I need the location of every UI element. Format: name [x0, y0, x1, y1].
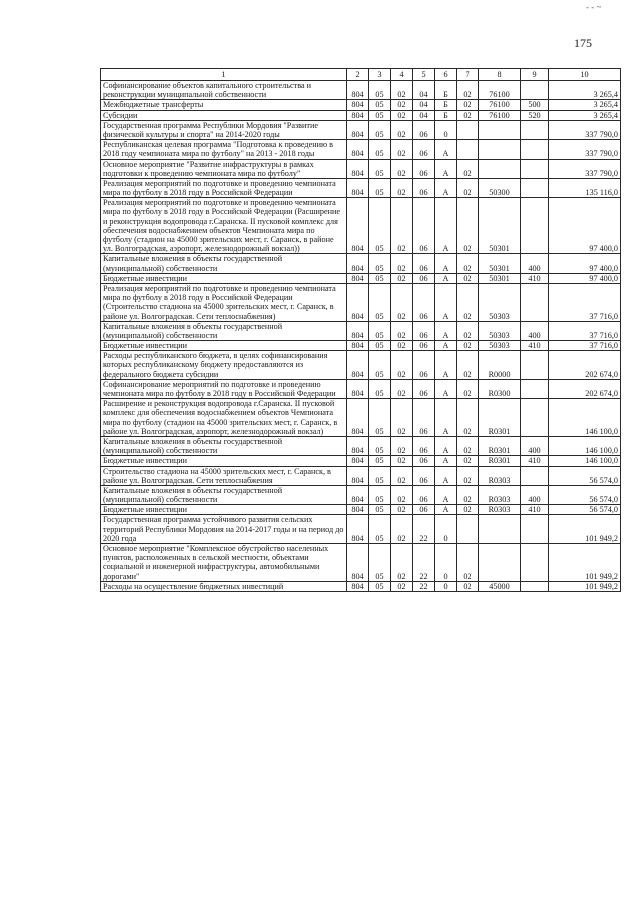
row-amount: 135 116,0 — [549, 178, 621, 197]
col-header: 3 — [369, 69, 391, 81]
row-code-c5: 22 — [413, 544, 435, 582]
table-row — [101, 456, 621, 466]
row-name: Расширение и реконструкция водопровода г.Саранска. II пусковой комплекс для обеспечения водоснабжением объектов Чемпионата мира по футболу (стадион на 45000 зрительских мест, г. Саранск, в районе ул. Волгоградская, аэропорт, железнодорожный вокзал) — [101, 399, 347, 437]
row-code-c3: 05 — [369, 321, 391, 340]
col-header: 8 — [479, 69, 521, 81]
row-code-c8: 50303 — [479, 321, 521, 340]
row-code-c3: 05 — [369, 100, 391, 110]
row-code-c4: 02 — [391, 140, 413, 159]
row-code-c5: 06 — [413, 436, 435, 455]
row-code-c3: 05 — [369, 120, 391, 139]
table-row — [101, 159, 621, 178]
row-code-c7: 02 — [457, 399, 479, 437]
row-code-c2: 804 — [347, 399, 369, 437]
row-code-c9 — [521, 399, 549, 437]
row-amount: 202 674,0 — [549, 351, 621, 380]
row-code-c3: 05 — [369, 544, 391, 582]
row-code-c9 — [521, 515, 549, 544]
row-code-c6: 0 — [435, 120, 457, 139]
row-code-c6: 0 — [435, 515, 457, 544]
row-code-c2: 804 — [347, 505, 369, 515]
row-code-c9 — [521, 379, 549, 398]
row-code-c5: 06 — [413, 399, 435, 437]
row-name: Строительство стадиона на 45000 зрительских мест, г. Саранск, в районе ул. Волгоградская. Сети теплоснабжения — [101, 466, 347, 485]
row-code-c9 — [521, 140, 549, 159]
row-code-c8: 50301 — [479, 254, 521, 273]
row-code-c3: 05 — [369, 341, 391, 351]
row-code-c9 — [521, 466, 549, 485]
row-code-c4: 02 — [391, 544, 413, 582]
row-code-c8: 50301 — [479, 273, 521, 283]
row-name: Бюджетные инвестиции — [101, 456, 347, 466]
row-code-c2: 804 — [347, 140, 369, 159]
row-code-c4: 02 — [391, 283, 413, 321]
row-code-c6: А — [435, 485, 457, 504]
row-code-c9: 410 — [521, 273, 549, 283]
row-code-c4: 02 — [391, 581, 413, 591]
table-row — [101, 140, 621, 159]
row-code-c8 — [479, 140, 521, 159]
row-code-c6: А — [435, 254, 457, 273]
row-amount: 101 949,2 — [549, 544, 621, 582]
row-code-c8: R0301 — [479, 399, 521, 437]
row-code-c3: 05 — [369, 399, 391, 437]
row-code-c6: А — [435, 505, 457, 515]
row-code-c4: 02 — [391, 341, 413, 351]
row-code-c6: А — [435, 399, 457, 437]
row-code-c3: 05 — [369, 178, 391, 197]
row-name: Капитальные вложения в объекты государственной (муниципальной) собственности — [101, 436, 347, 455]
row-code-c5: 06 — [413, 273, 435, 283]
col-header: 9 — [521, 69, 549, 81]
row-code-c2: 804 — [347, 544, 369, 582]
row-code-c5: 06 — [413, 120, 435, 139]
row-code-c6: А — [435, 273, 457, 283]
row-code-c3: 05 — [369, 379, 391, 398]
table-row — [101, 254, 621, 273]
row-code-c7: 02 — [457, 283, 479, 321]
row-code-c6: А — [435, 159, 457, 178]
col-header: 1 — [101, 69, 347, 81]
row-code-c6: Б — [435, 100, 457, 110]
row-code-c7: 02 — [457, 456, 479, 466]
row-code-c8 — [479, 515, 521, 544]
col-header: 5 — [413, 69, 435, 81]
row-code-c5: 06 — [413, 456, 435, 466]
row-code-c9 — [521, 178, 549, 197]
row-code-c6: 0 — [435, 581, 457, 591]
row-code-c4: 02 — [391, 321, 413, 340]
row-code-c7: 02 — [457, 198, 479, 254]
row-code-c3: 05 — [369, 198, 391, 254]
row-code-c5: 06 — [413, 505, 435, 515]
row-code-c8 — [479, 120, 521, 139]
row-code-c3: 05 — [369, 159, 391, 178]
budget-table — [100, 68, 621, 592]
col-header: 7 — [457, 69, 479, 81]
row-code-c6: А — [435, 379, 457, 398]
row-code-c6: А — [435, 341, 457, 351]
row-code-c9: 520 — [521, 110, 549, 120]
row-code-c3: 05 — [369, 466, 391, 485]
row-name: Бюджетные инвестиции — [101, 273, 347, 283]
row-amount: 146 100,0 — [549, 436, 621, 455]
row-code-c7: 02 — [457, 351, 479, 380]
row-code-c4: 02 — [391, 273, 413, 283]
row-code-c5: 06 — [413, 466, 435, 485]
scan-mark: - - ~ — [586, 2, 602, 12]
row-name: Основное мероприятие "Развитие инфраструктуры в рамках подготовки к проведению чемпионата мира по футболу" — [101, 159, 347, 178]
row-code-c9 — [521, 544, 549, 582]
row-name: Софинансирование мероприятий по подготовке и проведению чемпионата мира по футболу в 2018 году в Российской Федерации — [101, 379, 347, 398]
row-amount: 56 574,0 — [549, 505, 621, 515]
row-code-c2: 804 — [347, 254, 369, 273]
table-row — [101, 198, 621, 254]
row-code-c2: 804 — [347, 159, 369, 178]
table-row — [101, 120, 621, 139]
row-code-c8: 50301 — [479, 198, 521, 254]
row-code-c5: 04 — [413, 110, 435, 120]
table-row — [101, 283, 621, 321]
row-code-c2: 804 — [347, 485, 369, 504]
row-amount: 3 265,4 — [549, 110, 621, 120]
row-code-c8: R0303 — [479, 485, 521, 504]
row-code-c9: 400 — [521, 321, 549, 340]
row-amount: 56 574,0 — [549, 466, 621, 485]
row-code-c7: 02 — [457, 544, 479, 582]
row-code-c5: 04 — [413, 100, 435, 110]
row-name: Основное мероприятие "Комплексное обустройство населенных пунктов, расположенных в сельской местности, объектами социальной и инженерной инфраструктуры, автомобильными дорогами" — [101, 544, 347, 582]
row-code-c2: 804 — [347, 341, 369, 351]
row-code-c7 — [457, 120, 479, 139]
row-code-c8: 50303 — [479, 341, 521, 351]
row-code-c7 — [457, 140, 479, 159]
table-row — [101, 379, 621, 398]
row-code-c7: 02 — [457, 581, 479, 591]
row-code-c3: 05 — [369, 273, 391, 283]
row-code-c4: 02 — [391, 399, 413, 437]
row-code-c2: 804 — [347, 436, 369, 455]
row-code-c2: 804 — [347, 581, 369, 591]
row-amount: 3 265,4 — [549, 100, 621, 110]
row-code-c2: 804 — [347, 351, 369, 380]
row-code-c4: 02 — [391, 159, 413, 178]
header-row — [101, 69, 621, 81]
table-row — [101, 399, 621, 437]
row-code-c6: Б — [435, 81, 457, 100]
row-code-c2: 804 — [347, 321, 369, 340]
row-code-c3: 05 — [369, 81, 391, 100]
row-code-c3: 05 — [369, 110, 391, 120]
row-code-c3: 05 — [369, 485, 391, 504]
row-code-c9 — [521, 283, 549, 321]
row-amount: 337 790,0 — [549, 120, 621, 139]
row-name: Расходы республиканского бюджета, в целях софинансирования которых республиканскому бюджету предоставляются из федерального бюджета субсидии — [101, 351, 347, 380]
row-code-c3: 05 — [369, 254, 391, 273]
row-code-c6: А — [435, 321, 457, 340]
col-header: 4 — [391, 69, 413, 81]
row-code-c4: 02 — [391, 351, 413, 380]
row-code-c6: А — [435, 436, 457, 455]
row-amount: 37 716,0 — [549, 341, 621, 351]
row-code-c7: 02 — [457, 273, 479, 283]
row-code-c5: 06 — [413, 283, 435, 321]
col-header: 2 — [347, 69, 369, 81]
row-code-c7: 02 — [457, 321, 479, 340]
row-code-c4: 02 — [391, 100, 413, 110]
row-amount: 37 716,0 — [549, 283, 621, 321]
row-code-c9 — [521, 159, 549, 178]
row-code-c2: 804 — [347, 81, 369, 100]
row-code-c2: 804 — [347, 515, 369, 544]
row-name: Межбюджетные трансферты — [101, 100, 347, 110]
row-code-c3: 05 — [369, 505, 391, 515]
row-code-c5: 06 — [413, 198, 435, 254]
row-code-c6: 0 — [435, 544, 457, 582]
row-name: Государственная программа Республики Мордовия "Развитие физической культуры и спорта" на 2014-2020 годы — [101, 120, 347, 139]
col-header: 10 — [549, 69, 621, 81]
row-code-c4: 02 — [391, 81, 413, 100]
row-code-c2: 804 — [347, 110, 369, 120]
table-row — [101, 436, 621, 455]
row-name: Софинансирование объектов капитального строительства и реконструкции муниципальной собственности — [101, 81, 347, 100]
row-code-c7: 02 — [457, 436, 479, 455]
row-amount: 337 790,0 — [549, 140, 621, 159]
table-row — [101, 466, 621, 485]
table-row — [101, 110, 621, 120]
row-code-c7 — [457, 515, 479, 544]
row-name: Реализация мероприятий по подготовке и проведению чемпионата мира по футболу в 2018 году в Российской Федерации — [101, 178, 347, 197]
row-code-c5: 06 — [413, 379, 435, 398]
row-code-c9 — [521, 198, 549, 254]
row-name: Расходы на осуществление бюджетных инвестиций — [101, 581, 347, 591]
row-name: Субсидии — [101, 110, 347, 120]
table-row — [101, 351, 621, 380]
row-code-c3: 05 — [369, 581, 391, 591]
row-code-c7: 02 — [457, 505, 479, 515]
row-code-c9: 410 — [521, 456, 549, 466]
row-code-c9 — [521, 581, 549, 591]
row-code-c2: 804 — [347, 273, 369, 283]
row-code-c5: 06 — [413, 178, 435, 197]
row-code-c3: 05 — [369, 140, 391, 159]
row-amount: 97 400,0 — [549, 254, 621, 273]
row-code-c5: 06 — [413, 140, 435, 159]
row-name: Капитальные вложения в объекты государственной (муниципальной) собственности — [101, 485, 347, 504]
row-code-c5: 06 — [413, 159, 435, 178]
row-name: Реализация мероприятий по подготовке и проведению чемпионата мира по футболу в 2018 году в Российской Федерации (Строительство стадиона на 45000 зрительских мест, г. Саранск, в районе ул. Волгоградская. Сети теплоснабжения) — [101, 283, 347, 321]
row-code-c5: 06 — [413, 341, 435, 351]
row-code-c2: 804 — [347, 100, 369, 110]
row-code-c7: 02 — [457, 81, 479, 100]
row-code-c3: 05 — [369, 515, 391, 544]
row-code-c2: 804 — [347, 379, 369, 398]
row-code-c7: 02 — [457, 178, 479, 197]
row-name: Капитальные вложения в объекты государственной (муниципальной) собственности — [101, 254, 347, 273]
row-code-c5: 04 — [413, 81, 435, 100]
row-code-c2: 804 — [347, 120, 369, 139]
row-code-c7: 02 — [457, 254, 479, 273]
table-row — [101, 581, 621, 591]
row-code-c7: 02 — [457, 110, 479, 120]
row-name: Бюджетные инвестиции — [101, 341, 347, 351]
row-code-c6: А — [435, 140, 457, 159]
row-code-c9: 400 — [521, 254, 549, 273]
row-code-c9: 400 — [521, 436, 549, 455]
row-code-c7: 02 — [457, 379, 479, 398]
row-code-c9 — [521, 81, 549, 100]
row-code-c4: 02 — [391, 120, 413, 139]
row-code-c3: 05 — [369, 456, 391, 466]
row-amount: 3 265,4 — [549, 81, 621, 100]
row-code-c8: R0000 — [479, 351, 521, 380]
table-row — [101, 178, 621, 197]
row-code-c3: 05 — [369, 351, 391, 380]
row-code-c4: 02 — [391, 505, 413, 515]
row-code-c8: 76100 — [479, 110, 521, 120]
row-code-c4: 02 — [391, 456, 413, 466]
row-code-c6: Б — [435, 110, 457, 120]
row-code-c9 — [521, 120, 549, 139]
row-amount: 146 100,0 — [549, 399, 621, 437]
row-code-c5: 06 — [413, 321, 435, 340]
row-amount: 97 400,0 — [549, 273, 621, 283]
row-code-c8 — [479, 544, 521, 582]
row-amount: 101 949,2 — [549, 581, 621, 591]
row-amount: 37 716,0 — [549, 321, 621, 340]
row-code-c2: 804 — [347, 198, 369, 254]
row-code-c5: 22 — [413, 581, 435, 591]
row-code-c2: 804 — [347, 456, 369, 466]
row-code-c5: 06 — [413, 485, 435, 504]
row-code-c6: А — [435, 466, 457, 485]
row-code-c6: А — [435, 198, 457, 254]
row-code-c8: 45000 — [479, 581, 521, 591]
row-amount: 97 400,0 — [549, 198, 621, 254]
table-row — [101, 341, 621, 351]
row-code-c9: 500 — [521, 100, 549, 110]
row-code-c7: 02 — [457, 466, 479, 485]
row-amount: 101 949,2 — [549, 515, 621, 544]
row-amount: 202 674,0 — [549, 379, 621, 398]
row-code-c9 — [521, 351, 549, 380]
row-code-c3: 05 — [369, 283, 391, 321]
row-code-c2: 804 — [347, 283, 369, 321]
table-row — [101, 321, 621, 340]
row-code-c5: 06 — [413, 254, 435, 273]
row-code-c5: 22 — [413, 515, 435, 544]
row-code-c8: 50300 — [479, 178, 521, 197]
row-code-c4: 02 — [391, 515, 413, 544]
row-code-c4: 02 — [391, 198, 413, 254]
row-code-c8 — [479, 159, 521, 178]
row-code-c6: А — [435, 351, 457, 380]
row-code-c8: R0303 — [479, 466, 521, 485]
row-code-c7: 02 — [457, 341, 479, 351]
row-code-c4: 02 — [391, 436, 413, 455]
row-code-c4: 02 — [391, 379, 413, 398]
row-amount: 337 790,0 — [549, 159, 621, 178]
row-code-c8: 50303 — [479, 283, 521, 321]
row-code-c9: 400 — [521, 485, 549, 504]
row-code-c7: 02 — [457, 485, 479, 504]
row-code-c2: 804 — [347, 466, 369, 485]
row-amount: 146 100,0 — [549, 456, 621, 466]
row-code-c2: 804 — [347, 178, 369, 197]
table-row — [101, 100, 621, 110]
row-name: Государственная программа устойчивого развития сельских территорий Республики Мордовия на 2014-2017 годы и на период до 2020 года — [101, 515, 347, 544]
row-amount: 56 574,0 — [549, 485, 621, 504]
row-code-c6: А — [435, 456, 457, 466]
row-code-c6: А — [435, 178, 457, 197]
row-code-c7: 02 — [457, 159, 479, 178]
row-code-c8: R0301 — [479, 456, 521, 466]
row-code-c8: R0303 — [479, 505, 521, 515]
row-name: Капитальные вложения в объекты государственной (муниципальной) собственности — [101, 321, 347, 340]
row-code-c9: 410 — [521, 341, 549, 351]
row-name: Реализация мероприятий по подготовке и проведению чемпионата мира по футболу в 2018 году в Российской Федерации (Расширение и реконструкция водопровода г.Саранска. II пусковой комплекс для обеспечения водоснабжением объектов Чемпионата мира по футболу (стадион на 45000 зрительских мест, г. Саранск, в районе ул. Волгоградская, аэропорт, железнодорожный вокзал)) — [101, 198, 347, 254]
table-row — [101, 515, 621, 544]
row-code-c4: 02 — [391, 466, 413, 485]
row-name: Бюджетные инвестиции — [101, 505, 347, 515]
table-row — [101, 544, 621, 582]
row-name: Республиканская целевая программа "Подготовка к проведению в 2018 году чемпионата мира по футболу" на 2013 - 2018 годы — [101, 140, 347, 159]
row-code-c4: 02 — [391, 254, 413, 273]
row-code-c8: R0301 — [479, 436, 521, 455]
page-number: 175 — [574, 36, 592, 50]
row-code-c9: 410 — [521, 505, 549, 515]
table-row — [101, 81, 621, 100]
row-code-c8: 76100 — [479, 81, 521, 100]
row-code-c5: 06 — [413, 351, 435, 380]
row-code-c4: 02 — [391, 178, 413, 197]
row-code-c7: 02 — [457, 100, 479, 110]
row-code-c8: R0300 — [479, 379, 521, 398]
row-code-c4: 02 — [391, 485, 413, 504]
table-row — [101, 273, 621, 283]
row-code-c6: А — [435, 283, 457, 321]
table-row — [101, 505, 621, 515]
row-code-c8: 76100 — [479, 100, 521, 110]
row-code-c4: 02 — [391, 110, 413, 120]
row-code-c3: 05 — [369, 436, 391, 455]
col-header: 6 — [435, 69, 457, 81]
table-row — [101, 485, 621, 504]
